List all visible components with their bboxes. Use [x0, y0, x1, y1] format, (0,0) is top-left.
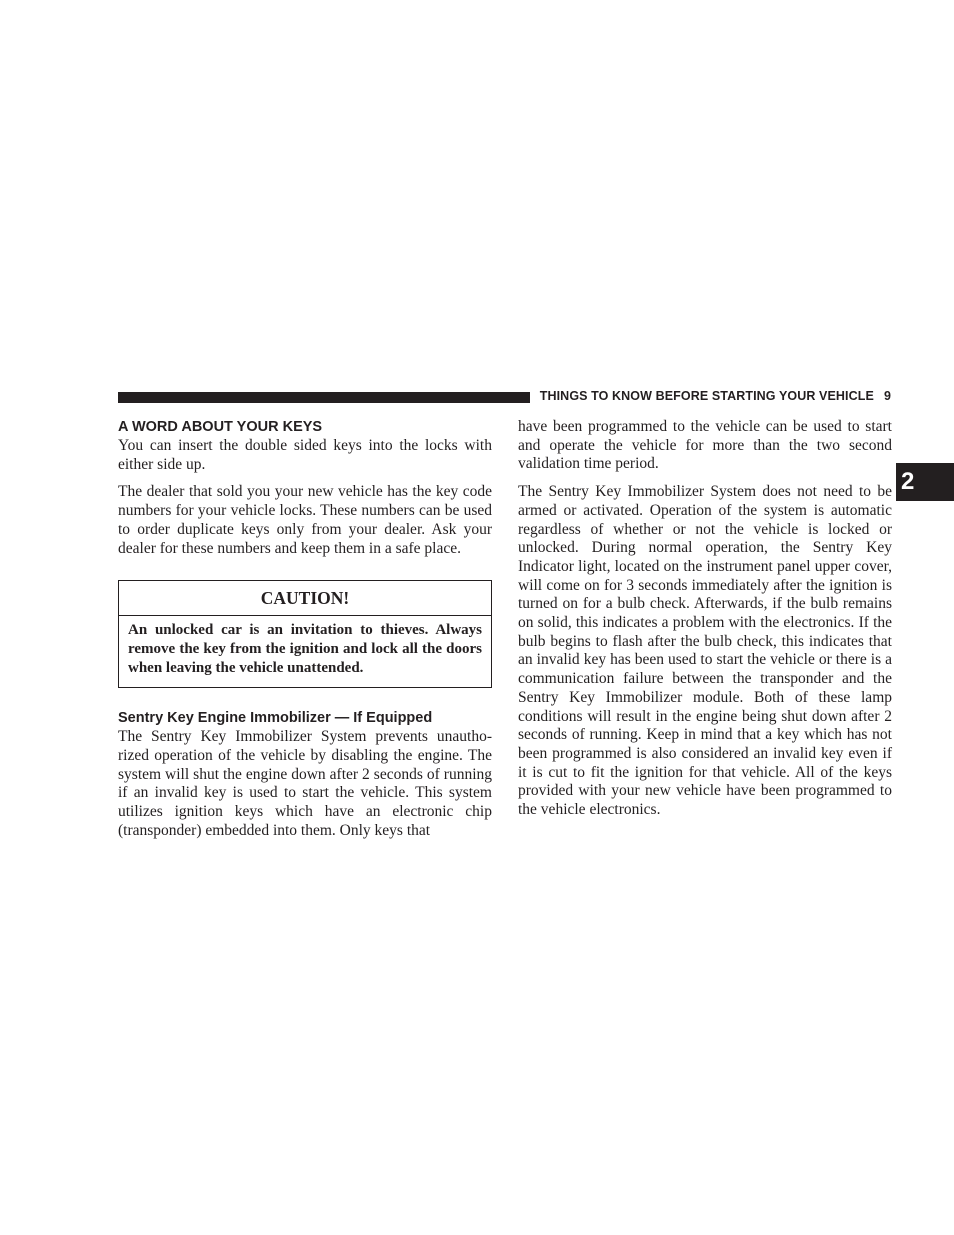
- paragraph: have been programmed to the vehicle can be used to start and operate the vehicle for more than the two second validation time period.: [518, 418, 892, 473]
- right-column: [518, 418, 892, 829]
- page-number: 9: [883, 389, 891, 403]
- caution-body: An unlocked car is an invitation to thieves. Always remove the key from the ignition and lock all the doors when leaving the vehicle unattended.: [128, 622, 482, 676]
- section-heading: A WORD ABOUT YOUR KEYS: [118, 419, 323, 435]
- section-title: THINGS TO KNOW BEFORE STARTING YOUR VEHICLE: [539, 389, 874, 403]
- paragraph: The dealer that sold you your new vehicle has the key code numbers for your vehicle locks. These numbers can be used to order duplicate keys only from your dealer. Ask your dealer for these numbers and keep them in a safe place.: [118, 483, 492, 557]
- running-header: [540, 389, 891, 403]
- paragraph: The Sentry Key Immobilizer System does not need to be armed or activated. Operation of the system is automatic regardless of whether or not the vehicle is locked or unlocked. During normal operation, the Sentry Key Indicator light, located on the instrument panel upper cover, will come on for 3 seconds immediately after the ignition is turned on for a bulb check. Afterwards, if the bulb remains on solid, this indicates a problem with the electronics. If the bulb begins to flash after the bulb check, this indicates that an invalid key has been used to start the vehicle or there is a communication failure between the transponder and the Sentry Key Immobilizer module. Both of these lamp conditions will result in the engine being shut down after 2 seconds of running. Keep in mind that a key which has not been programmed is also considered an invalid key even if it is cut to fit the ignition for that vehicle. All of the keys provided with your new vehicle have been programmed to the vehicle electronics.: [518, 483, 892, 819]
- paragraph: You can insert the double sided keys into the locks with either side up.: [118, 437, 492, 473]
- left-column: [118, 416, 492, 850]
- paragraph: The Sentry Key Immobilizer System prevents unautho-rized operation of the vehicle by disabling the engine. The system will shut the engine down after 2 seconds of running if an invalid key is used to start the vehicle. This system utilizes ignition keys which have an electronic chip (transponder) embedded into them. Only keys that: [118, 728, 492, 839]
- subsection-heading: Sentry Key Engine Immobilizer — If Equipped: [118, 710, 433, 727]
- header-rule: [118, 392, 530, 403]
- caution-box: [118, 580, 492, 688]
- caution-title: CAUTION!: [119, 581, 491, 616]
- chapter-tab: 2: [896, 463, 954, 501]
